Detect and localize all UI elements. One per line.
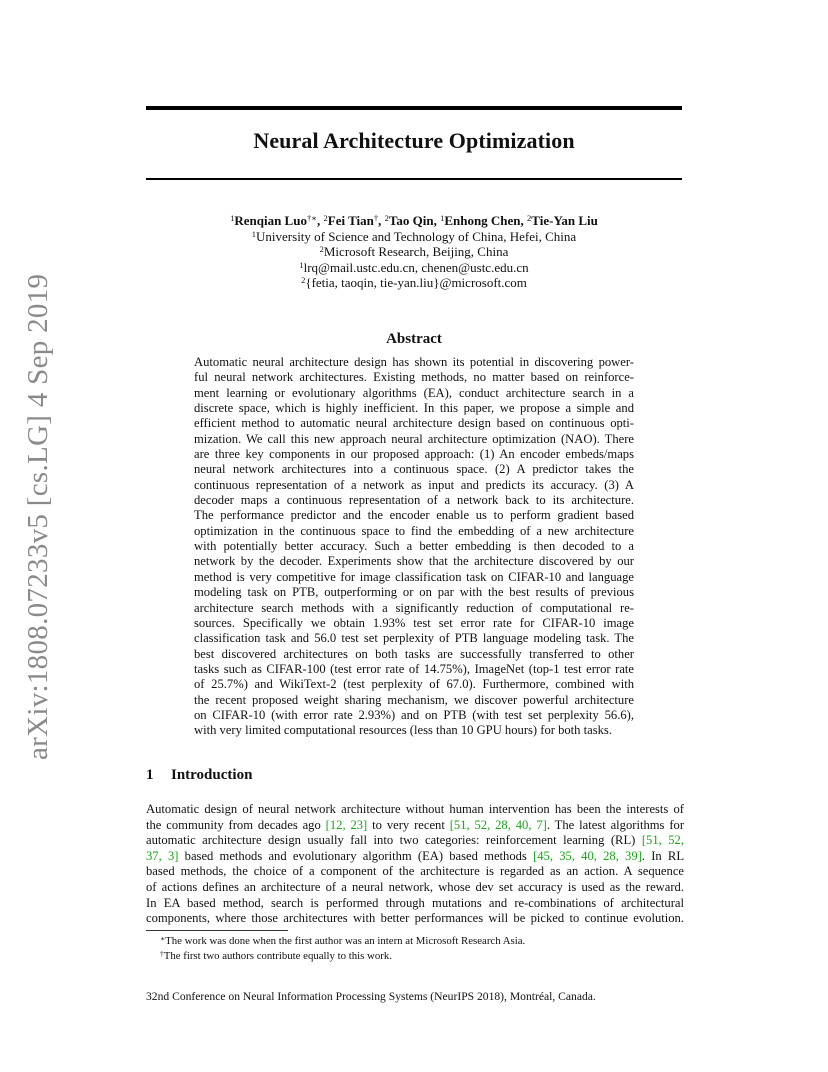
citation-link[interactable]: [51, 52, 28, 40, 7] bbox=[449, 817, 547, 832]
abstract-line: with potentially better accuracy. Such a better embedding is then decoded to a bbox=[194, 539, 634, 554]
title-top-rule bbox=[146, 106, 682, 110]
arxiv-identifier: arXiv:1808.07233v5 [cs.LG] 4 Sep 2019 bbox=[22, 273, 54, 760]
abstract-line: discrete space, which is highly inefficient. In this paper, we propose a simple and bbox=[194, 401, 634, 416]
citation-link[interactable]: 37, 3] bbox=[146, 848, 179, 863]
author-name: Enhong Chen bbox=[444, 213, 521, 228]
affiliation-line bbox=[146, 275, 682, 291]
affiliation-line bbox=[146, 229, 682, 245]
footnote bbox=[160, 949, 525, 964]
abstract-line: neural network architectures into a continuous space. (2) A predictor takes the bbox=[194, 462, 634, 477]
footnote-text: The first two authors contribute equally to this work. bbox=[163, 950, 392, 962]
abstract-line: optimization in the continuous space to find the embedding of a new architecture bbox=[194, 523, 634, 538]
footnotes bbox=[160, 934, 525, 964]
abstract-line: ful neural network architectures. Existing methods, no matter based on reinforce- bbox=[194, 370, 634, 385]
abstract-line: ment learning or evolutionary algorithms (EA), conduct architecture search in a bbox=[194, 385, 634, 400]
affiliation-text: {fetia, taoqin, tie-yan.liu}@microsoft.com bbox=[305, 275, 527, 290]
introduction-text bbox=[146, 802, 684, 927]
abstract-heading: Abstract bbox=[386, 331, 442, 347]
conference-note: 32nd Conference on Neural Information Processing Systems (NeurIPS 2018), Montréal, Canada. bbox=[146, 990, 596, 1003]
abstract-line: modeling task on PTB, outperforming or on par with the best results of previous bbox=[194, 585, 634, 600]
section-number: 1 bbox=[146, 767, 154, 783]
author-name: Tie-Yan Liu bbox=[531, 213, 598, 228]
abstract-line: method is very competitive for image classification task on CIFAR-10 and language bbox=[194, 569, 634, 584]
author-note-mark: † bbox=[373, 213, 379, 223]
affiliation-text: Microsoft Research, Beijing, China bbox=[323, 244, 509, 259]
footnote-rule bbox=[146, 930, 288, 931]
citation-link[interactable]: [51, 52, bbox=[641, 833, 685, 848]
affiliation-text: lrq@mail.ustc.edu.cn, chenen@ustc.edu.cn bbox=[303, 259, 529, 275]
author-block bbox=[146, 213, 682, 291]
abstract-line: best discovered architectures on both tasks are successfully transferred to other bbox=[194, 646, 634, 661]
section-heading-introduction bbox=[146, 767, 252, 784]
author-affil-mark: 2 bbox=[527, 213, 532, 223]
paper-title: Neural Architecture Optimization bbox=[253, 128, 575, 153]
author-affil-mark: 1 bbox=[230, 213, 235, 223]
author-name: Renqian Luo bbox=[234, 213, 307, 228]
citation-link[interactable]: [12, 23] bbox=[325, 817, 368, 832]
abstract-line: efficient method to automatic neural architecture design based on continuous opti- bbox=[194, 416, 634, 431]
author-note-mark: †∗ bbox=[306, 213, 317, 223]
abstract-line: Automatic neural architecture design has shown its potential in discovering power- bbox=[194, 355, 634, 369]
abstract-line: of 25.7%) and WikiText-2 (test perplexity of 67.0). Furthermore, combined with bbox=[194, 677, 634, 692]
title-bottom-rule bbox=[146, 178, 682, 180]
footnote-mark: ∗ bbox=[160, 934, 166, 943]
author-names: $^1$Renqian Luo†∗, $^2$Fei Tian†, $^2$Tao Qin, $^1$Enhong Chen, $^2$Tie-Yan Liu bbox=[230, 213, 598, 228]
intro-line: of actions defines an architecture of a neural network, whose dev set accuracy is used as the reward. bbox=[146, 879, 684, 894]
affiliation-mark: 1 bbox=[251, 228, 257, 239]
affiliation-mark: 2 bbox=[319, 244, 324, 254]
abstract-line: network by the decoder. Experiments show that the architecture discovered by our bbox=[194, 554, 634, 569]
author-affil-mark: 2 bbox=[323, 213, 328, 223]
intro-line: 37, 3] based methods and evolutionary algorithm (EA) based methods [45, 35, 40, 28, 39]. In RL bbox=[146, 848, 685, 863]
author-affil-mark: 1 bbox=[440, 213, 445, 223]
abstract-line: sources. Specifically we obtain 1.93% test set error rate for CIFAR-10 image bbox=[194, 615, 634, 630]
affiliation-line bbox=[146, 244, 682, 260]
affiliation-text: University of Science and Technology of China, Hefei, China bbox=[256, 228, 577, 244]
footnote-mark: † bbox=[160, 949, 164, 958]
abstract-line: mization. We call this new approach neural architecture optimization (NAO). There bbox=[194, 431, 634, 446]
abstract-line: architecture search methods with a significantly reduction of computational re- bbox=[194, 600, 634, 615]
intro-line: automatic architecture design usually fall into two categories: reinforcement learning (RL) [51, 52, bbox=[146, 833, 685, 848]
affiliation-mark: 2 bbox=[301, 275, 306, 285]
abstract-line: the recent proposed weight sharing mechanism, we discover powerful architecture bbox=[194, 692, 634, 707]
abstract-line: decoder maps a continuous representation of a network back to its architecture. bbox=[194, 493, 634, 508]
citation-link[interactable]: [45, 35, 40, 28, 39] bbox=[533, 848, 642, 863]
intro-line: Automatic design of neural network architecture without human intervention has been the interests of bbox=[146, 802, 684, 816]
abstract-line: tasks such as CIFAR-100 (test error rate of 14.75%), ImageNet (top-1 test error rate bbox=[194, 661, 634, 676]
intro-line: components, where those architectures with better performances will be picked to continue evolution. bbox=[146, 911, 684, 926]
section-title: Introduction bbox=[171, 767, 253, 783]
affiliations bbox=[146, 229, 682, 291]
abstract-text bbox=[194, 355, 634, 739]
abstract-line: are three key components in our proposed approach: (1) An encoder embeds/maps bbox=[194, 447, 634, 462]
intro-line: the community from decades ago [12, 23] to very recent [51, 52, 28, 40, 7]. The latest algorithms for bbox=[146, 817, 685, 832]
abstract-line: on CIFAR-10 (with error rate 2.93%) and on PTB (with test set perplexity 56.6), bbox=[194, 707, 634, 722]
author-name: Tao Qin bbox=[388, 213, 434, 228]
author-affil-mark: 2 bbox=[384, 213, 389, 223]
intro-line: In EA based method, search is performed through mutations and re-combinations of architectural bbox=[146, 895, 684, 910]
affiliation-line bbox=[146, 260, 682, 276]
author-name: Fei Tian bbox=[327, 213, 374, 228]
abstract-line: classification task and 56.0 test set perplexity of PTB language modeling task. The bbox=[194, 631, 634, 646]
abstract-line: with very limited computational resources (less than 10 GPU hours) for both tasks. bbox=[194, 723, 612, 738]
affiliation-mark: 1 bbox=[299, 259, 304, 270]
intro-line: based methods, the choice of a component of the architecture is regarded as an action. A sequence bbox=[146, 864, 684, 879]
abstract-line: continuous representation of a network as input and predicts its accuracy. (3) A bbox=[194, 477, 634, 492]
footnote bbox=[160, 934, 525, 949]
footnote-text: The work was done when the first author was an intern at Microsoft Research Asia. bbox=[165, 935, 526, 947]
abstract-line: The performance predictor and the encoder enable us to perform gradient based bbox=[194, 508, 634, 523]
